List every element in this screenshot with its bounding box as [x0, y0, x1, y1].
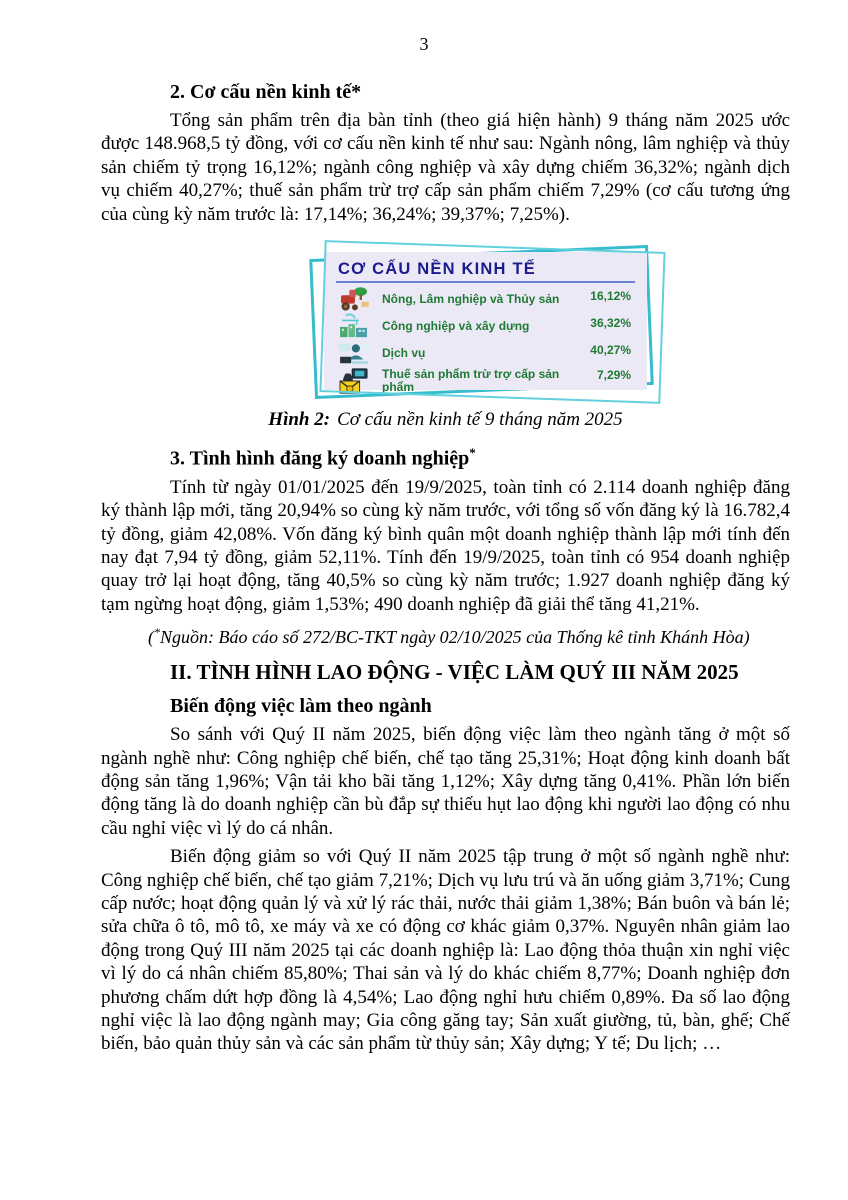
figure-caption	[101, 408, 790, 431]
footnote-star: *	[154, 625, 160, 640]
section-2-heading: 2. Cơ cấu nền kinh tế*	[170, 81, 362, 103]
page-content	[0, 80, 848, 1056]
money-envelope-icon	[336, 369, 372, 393]
figure-row-value: 16,12%	[590, 289, 631, 304]
footnote-text: Nguồn: Báo cáo số 272/BC-TKT ngày 02/10/2025 của Thống kê tỉnh Khánh Hòa)	[160, 627, 750, 648]
section-2-paragraph: Tổng sản phẩm trên địa bàn tỉnh (theo giá hiện hành) 9 tháng năm 2025 ước được 148.968,5 tỷ đồng, với cơ cấu nền kinh tế như sau: Ngành nông, lâm nghiệp và thủy sản chiếm tỷ trọng 16,12%; ngành công nghiệp và xây dựng chiếm 36,32%; ngành dịch vụ chiếm 40,27%; thuế sản phẩm trừ trợ cấp sản phẩm chiếm 7,29% (cơ cấu tương ứng của cùng kỳ năm trước là: 17,14%; 36,24%; 39,37%; 7,25%).	[101, 110, 790, 225]
factory-crane-icon	[336, 314, 372, 338]
figure-row-taxes	[336, 368, 635, 394]
footnote-open-paren: (	[148, 627, 154, 648]
figure-row-label: Công nghiệp và xây dựng	[382, 318, 530, 333]
figure-row-value: 7,29%	[596, 368, 631, 383]
figure-title: CƠ CẤU NỀN KINH TẾ	[338, 260, 536, 279]
tractor-tree-icon	[336, 287, 372, 311]
employment-decrease-paragraph: Biến động giảm so với Quý II năm 2025 tập trung ở một số ngành nghề như: Công nghiệp chế biến, chế tạo giảm 7,21%; Dịch vụ lưu trú và ăn uống giảm 3,71%; Cung cấp nước; hoạt động quản lý và xử lý rác thải, nước thải giảm 1,38%; Bán buôn và bán lẻ; sửa chữa ô tô, mô tô, xe máy và xe có động cơ khác giảm 0,37%. Nguyên nhân giảm lao động trong Quý III năm 2025 tại các doanh nghiệp là: Lao động thỏa thuận xin nghỉ việc vì lý do cá nhân chiếm 85,80%; Thai sản và lý do khác chiếm 8,77%; Doanh nghiệp đơn phương chấm dứt hợp đồng là 4,54%; Lao động nghỉ hưu chiếm 0,89%. Đa số lao động nghỉ việc là lao động ngành may; Gia công găng tay; Sản xuất giường, tủ, bàn, ghế; Chế biến, bảo quản thủy sản và các sản phẩm từ thủy sản; Xây dựng; Y tế; Du lịch; …	[101, 846, 790, 1055]
section-3-heading	[101, 441, 790, 471]
figure-caption-label: Hình 2:	[268, 409, 331, 431]
page-number: 3	[419, 34, 429, 54]
figure-caption-text: Cơ cấu nền kinh tế 9 tháng năm 2025	[337, 409, 623, 431]
figure-row-value: 36,32%	[590, 316, 631, 331]
figure-row-label: Nông, Lâm nghiệp và Thủy sản	[382, 291, 560, 306]
figure-row-industry	[336, 314, 635, 338]
footnote-marker: *	[469, 445, 476, 461]
section-ii-heading: II. TÌNH HÌNH LAO ĐỘNG - VIỆC LÀM QUÝ III NĂM 2025	[170, 660, 739, 685]
employment-subheading: Biến động việc làm theo ngành	[170, 695, 432, 718]
figure-divider	[336, 281, 635, 283]
office-worker-icon	[336, 341, 372, 365]
figure-row-agriculture	[336, 287, 635, 311]
employment-increase-paragraph: So sánh với Quý II năm 2025, biến động việc làm theo ngành tăng ở một số ngành nghề như: Công nghiệp chế biến, chế tạo tăng 25,31%; Hoạt động kinh doanh bất động sản tăng 1,96%; Vận tải kho bãi tăng 1,12%; Xây dựng tăng 0,41%. Phần lớn biến động tăng là do doanh nghiệp cần bù đắp sự thiếu hụt lao động khi người lao động có nhu cầu nghỉ việc vì lý do cá nhân.	[101, 724, 790, 839]
figure-row-label: Dịch vụ	[382, 345, 426, 360]
figure-row-value: 40,27%	[590, 343, 631, 358]
section-3-heading-text: 3. Tình hình đăng ký doanh nghiệp	[170, 447, 470, 470]
section-3-paragraph: Tính từ ngày 01/01/2025 đến 19/9/2025, toàn tỉnh có 2.114 doanh nghiệp đăng ký thành lập mới, tăng 20,94% so cùng kỳ năm trước, với tổng số vốn đăng ký là 16.782,4 tỷ đồng, giảm 42,08%. Vốn đăng ký bình quân một doanh nghiệp thành lập mới tính đến nay đạt 7,94 tỷ đồng, giảm 52,11%. Tính đến 19/9/2025, toàn tỉnh có 954 doanh nghiệp quay trở lại hoạt động, tăng 40,5% so cùng kỳ năm trước; 1.927 doanh nghiệp đăng ký tạm ngừng hoạt động, giảm 1,53%; 490 doanh nghiệp đã giải thể tăng 41,21%.	[101, 476, 790, 615]
source-footnote	[148, 621, 790, 649]
figure-row-services	[336, 341, 635, 365]
figure-row-label: Thuế sản phẩm trừ trợ cấp sản phẩm	[382, 367, 560, 395]
economy-structure-figure	[308, 248, 653, 400]
figure-card	[324, 252, 647, 395]
